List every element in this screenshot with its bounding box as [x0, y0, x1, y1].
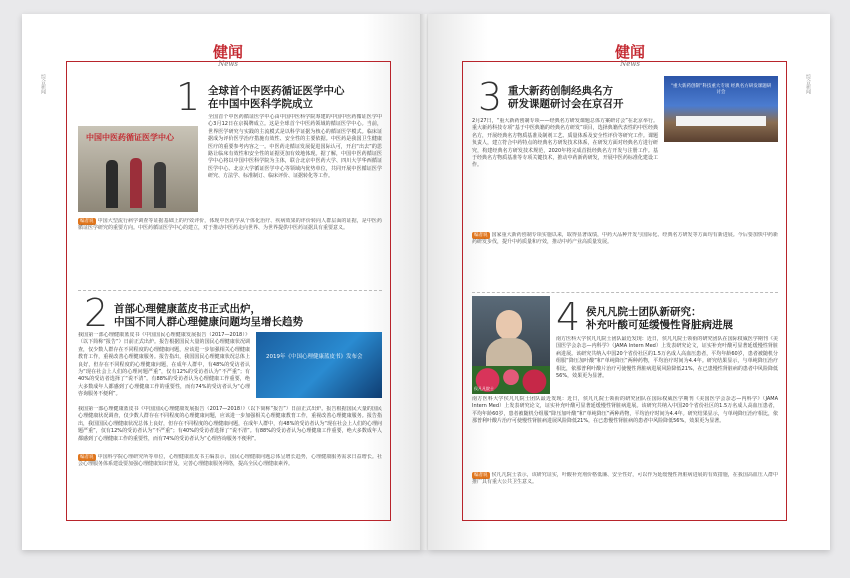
person-head [496, 310, 522, 340]
editor-note [472, 232, 778, 284]
note-tag-icon: 编者说 [80, 455, 94, 460]
note-text: 侯凡凡院士表示，该研究证实，叶酸补充剂价格低廉、安全性好，可以作为延缓慢性肾脏病进展的有效措施，在我国高血压人群中推广具有重大公共卫生意义。 [472, 472, 778, 486]
divider [78, 290, 382, 291]
right-page [428, 14, 830, 550]
article-number: 4 [556, 295, 581, 339]
editor-note [78, 218, 382, 264]
article-title [586, 306, 782, 332]
table-figure [676, 116, 766, 126]
note-tag-icon: 编者说 [80, 219, 94, 224]
page-runner: 综合新闻 [805, 74, 811, 94]
photo-caption: 2019年《中国心理健康蓝皮书》发布会 [266, 354, 363, 360]
section-title: 健闻 [614, 43, 645, 61]
title-line: 补充叶酸可延缓慢性肾脏病进展 [586, 319, 733, 331]
magazine-spread [22, 14, 830, 552]
article-body: 我国第一部心理健康蓝皮书《中国国民心理健康发展报告（2017—2018）》（以下简称“报告”）日前正式出炉。报告根据国民大量的国民心理健康状况调查，仅少数人群存在不同程度的心理健康问题，应该进一步加强相关心理健康教育工作，重视改善心理健康服务。报告指出，我国国民心理健康状况总体上良好，但存在不同程度的心理健康问题，在成年人群中，有48%的受访者认为“现在社会上人们的心理问题严重”，仅有12%的受访者认为“不严重”；有40%的受访者选择了“说不清”。有88%的受访者认为心理健康工作重要，绝大多数成年人都感到了心理健康工作的重要性，而有74%的受访者认为“心理咨询服务不便利”。 [78, 332, 250, 398]
article-body: 南方医科大学侯凡凡院士团队最近发现：近日，侯凡凡院士领衔的研究团队在国际权威医学期刊《美国医学会杂志—内科学》（JAMA Intern Med）上发表研究论文，证实补充叶酸可显著延缓慢性肾脏病进展。该研究共纳入中国20个省份社区的1.5万名成人高血压患者，平均年龄60岁，患者被随机分组服“降压加叶酸”和“单纯降压”两种药物，平均治疗时间为4.4年。研究结果显示，与单纯降压治疗相比，依那普利叶酸片治疗可使慢性肾脏病进展风险降低21%，在已患慢性肾脏病的患者中风险降低56%，效果更为显著。 [556, 336, 778, 380]
article-body: 2月27日，“重大新药创制专项——经典名方研发课题总体方案研讨会”在北京举行。重大新药科技专项“基于中医典籍的经典名方研发”项目，选择典籍代表性的中医经典名方，开展经典名方物质基准及制剂工艺、质量体系及安全性评价等研究工作。课题负责人，建立符合中药特点的经典名方研发技术体系，在研发方面对经典名方进行研究，构建经典名方研发技术规范，2020年将完成首批经典名方开发与注册工作。基于经典名方物质基准等专项关键技术，推动中药新药研发，开展中医药标准化建设工作。 [472, 118, 658, 169]
title-line: 首部心理健康蓝皮书正式出炉， [114, 303, 261, 315]
section-title: 健闻 [212, 43, 243, 61]
person-figure [106, 160, 118, 208]
section-subtitle: News [218, 60, 238, 68]
photo-caption: “重大新药创制”科技重大专项 经典名方研发课题研讨会 [670, 84, 772, 95]
article-number: 2 [84, 291, 109, 335]
photo-caption: 侯凡凡院士 [474, 386, 494, 391]
article-title [208, 85, 388, 111]
article-photo [256, 332, 382, 398]
note-text: 中国大型流行病学调查等证据基础上的疗效评价，体现中医药学从个体化治疗、疾病效果的评价转向人群层面的证据，是中医药循证医学研究的重要方向。中医药循证医学中心的建立，对于推动中医药走向世界、为世界提供中医药证据具有重要意义。 [78, 218, 382, 232]
article-body-continued [472, 396, 778, 470]
editor-note [472, 472, 778, 510]
article-number: 1 [176, 75, 201, 119]
article-photo [78, 126, 198, 212]
article-title [508, 85, 658, 111]
divider [472, 292, 778, 293]
article-body-continued [78, 406, 382, 450]
person-figure [130, 158, 142, 208]
photo-caption: 中国中医药循证医学中心 [86, 132, 174, 142]
article-photo [472, 296, 550, 394]
article-number: 3 [478, 75, 503, 119]
page-runner: 综合新闻 [40, 74, 46, 94]
note-text: 中国科学院心理研究所等单位，心理健康蓝皮书主编表示，国民心理健康问题总体呈增长趋势，心理健康服务需求日益增长。社会心理服务体系建设要加强心理健康知识普及，完善心理健康服务网络，提高全民心理健康素养。 [78, 454, 382, 468]
title-line: 重大新药创制经典名方 [508, 85, 613, 97]
person-figure [154, 162, 166, 208]
article-body: 全国首个中医药循证医学中心由中国中医科学院筹建的中国中医药循证医学中心3月12日在京揭牌成立。这是全球首个中医药领域的循证医学中心。当前，世界医学研究与实践的主流模式是以科学证据为核心的循证医学模式。临床证据成为评价医学治疗措施有效性、安全性的主要依据。中医药是我国卫生健康医疗的重要参考内容之一。中医药走循证发展促进国际认可，开启“出去”的思路让临床有效性和安全性的证据更加有效地体现。据了解，中国中医药循证医学中心将以中国中医科学院为主体，联合北京中医药大学、四川大学华西循证医学中心、北京大学循证医学中心等领域内优势单位，共同开展中医循证医学研究、方法学、标准制订、临床评价、证据转化等工作。 [208, 114, 382, 180]
article-photo [664, 76, 778, 142]
editor-note [78, 454, 382, 504]
title-line: 在中国中医科学院成立 [208, 98, 313, 110]
person-body [486, 338, 532, 368]
body-text: 我国第一部心理健康蓝皮书《中国国民心理健康发展报告（2017—2018）》（以下简称“报告”）日前正式出炉。报告根据国民大量的国民心理健康状况调查，仅少数人群存在不同程度的心理健康问题，应该进一步加强相关心理健康教育工作，重视改善心理健康服务。报告指出，我国国民心理健康状况总体上良好，但存在不同程度的心理健康问题，在成年人群中，有48%的受访者认为“现在社会上人们的心理问题严重”，仅有12%的受访者认为“不严重”；有40%的受访者选择了“说不清”。有88%的受访者认为心理健康工作重要，绝大多数成年人都感到了心理健康工作的重要性，而有74%的受访者认为“心理咨询服务不便利”。 [78, 406, 382, 442]
left-page [22, 14, 424, 550]
title-line: 侯凡凡院士团队新研究： [586, 306, 702, 318]
note-tag-icon: 编者说 [474, 233, 488, 238]
body-text: 南方医科大学侯凡凡院士团队最近发现：近日，侯凡凡院士领衔的研究团队在国际权威医学期刊《美国医学会杂志—内科学》（JAMA Intern Med）上发表研究论文，证实补充叶酸可显著延缓慢性肾脏病进展。该研究共纳入中国20个省份社区的1.5万名成人高血压患者，平均年龄60岁，患者被随机分组服“降压加叶酸”和“单纯降压”两种药物，平均治疗时间为4.4年。研究结果显示，与单纯降压治疗相比，依那普利叶酸片治疗可使慢性肾脏病进展风险降低21%，在已患慢性肾脏病的患者中风险降低56%，效果更为显著。 [472, 396, 778, 425]
note-tag-icon: 编者说 [474, 473, 488, 478]
title-line: 全球首个中医药循证医学中心 [208, 85, 345, 97]
section-subtitle: News [620, 60, 640, 68]
note-text: 国家重大新药创制专项实施以来，取得显著成绩，中药大品种开发与国际化、经典名方研发等方面均有新进展。今后要加快中药新药研发步伐，提升中药质量和疗效，推动中药产业高质量发展。 [472, 232, 778, 246]
article-title [114, 303, 386, 329]
title-line: 研发课题研讨会在京召开 [508, 98, 624, 110]
title-line: 中国不同人群心理健康问题均呈增长趋势 [114, 316, 303, 328]
